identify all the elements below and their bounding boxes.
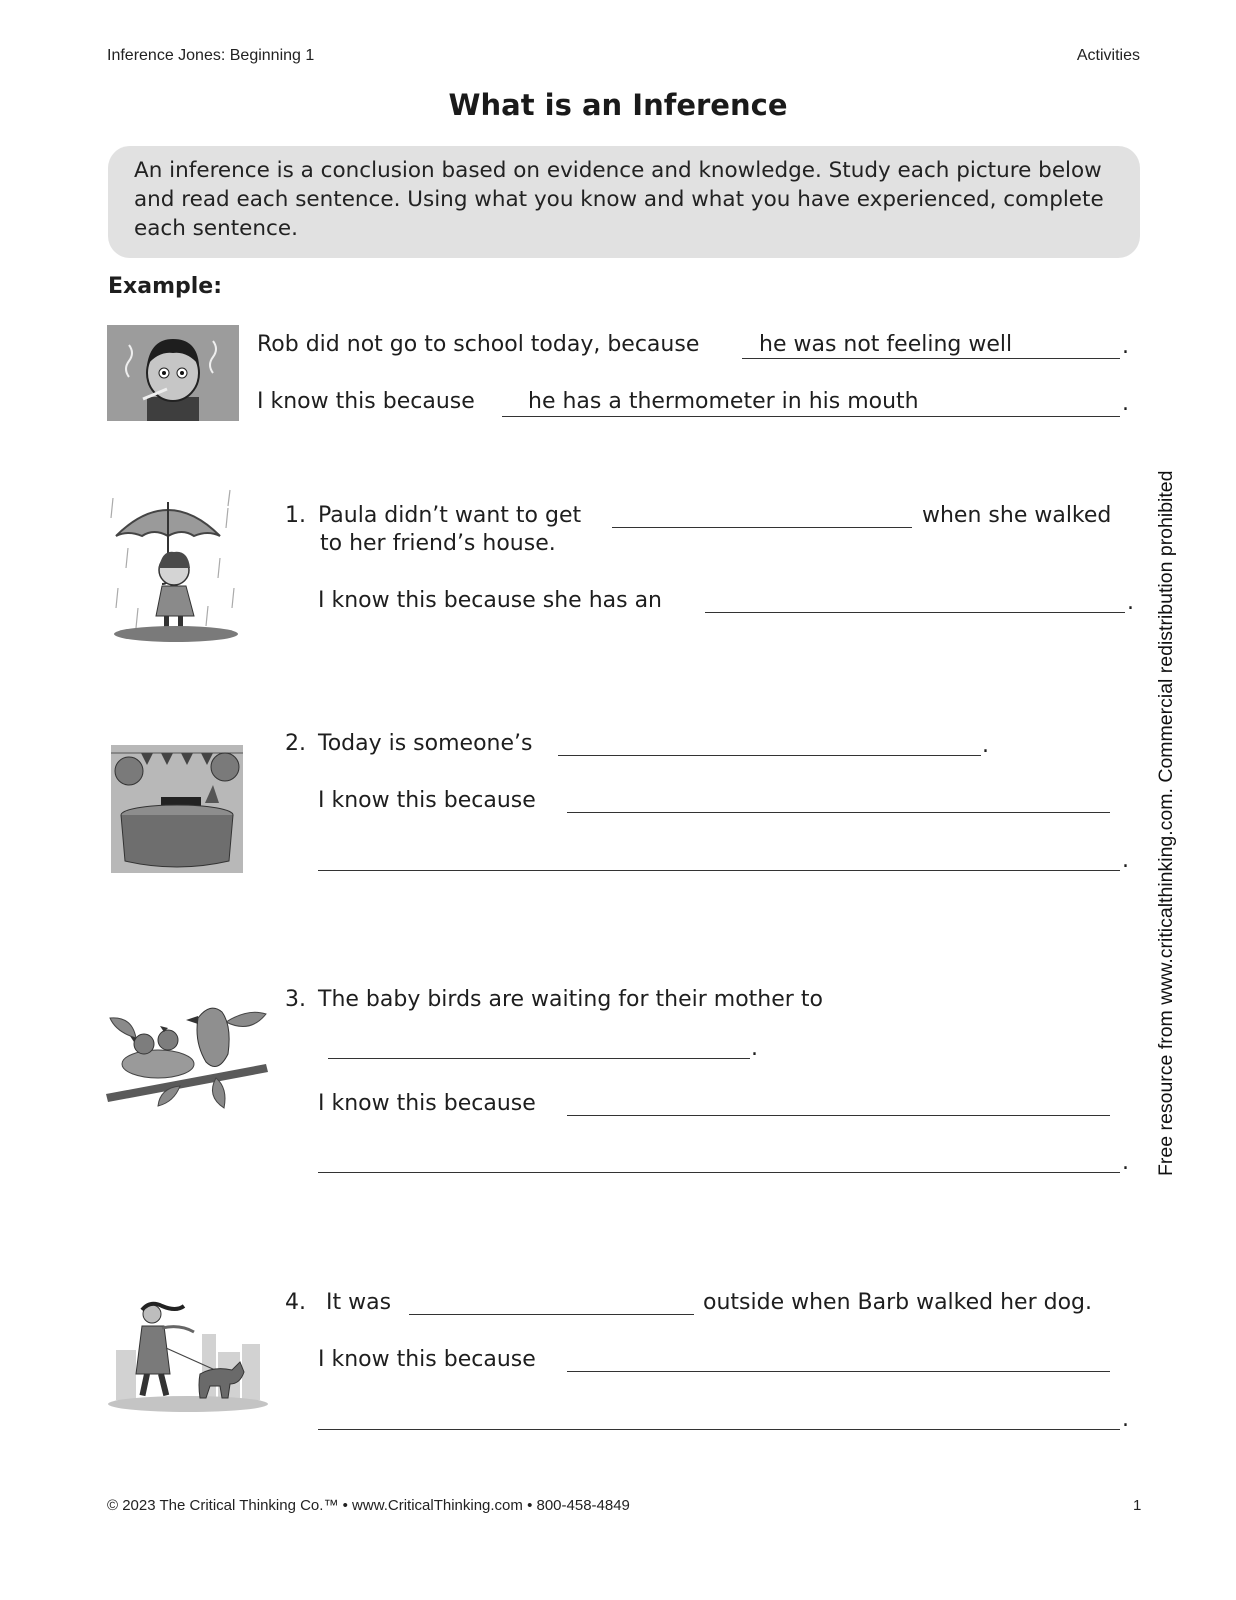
q2-blank-2[interactable]: [567, 812, 1110, 813]
q3-know-prompt: I know this because: [318, 1091, 536, 1116]
example-answer-blank-2: [502, 416, 1120, 417]
q1-text-part3: to her friend’s house.: [320, 531, 556, 556]
example-sentence-2: I know this because: [257, 389, 475, 414]
q3-text-part1: The baby birds are waiting for their mother to: [318, 987, 823, 1012]
example-answer-1: he was not feeling well: [759, 332, 1013, 357]
q4-text-part1: It was: [326, 1290, 392, 1315]
q2-period-1: .: [982, 733, 989, 758]
q4-know-prompt: I know this because: [318, 1347, 536, 1372]
q2-number: 2.: [285, 731, 306, 756]
q1-blank-1[interactable]: [612, 527, 912, 528]
q2-know-prompt: I know this because: [318, 788, 536, 813]
q4-number: 4.: [285, 1290, 306, 1315]
q3-blank-1[interactable]: [328, 1058, 750, 1059]
q1-blank-2[interactable]: [705, 612, 1125, 613]
example-period-1: .: [1122, 334, 1129, 359]
instructions-box: An inference is a conclusion based on evidence and knowledge. Study each picture below and read each sentence. Using what you know and what you have experienced, complete each sentence.: [108, 146, 1140, 258]
q1-know-prompt: I know this because she has an: [318, 588, 662, 613]
q2-blank-3[interactable]: [318, 870, 1120, 871]
header-section: Activities: [1076, 47, 1140, 64]
q4-period: .: [1122, 1407, 1129, 1432]
q4-blank-2[interactable]: [567, 1371, 1110, 1372]
q3-blank-2[interactable]: [567, 1115, 1110, 1116]
q3-period-1: .: [751, 1036, 758, 1061]
q2-blank-1[interactable]: [558, 755, 981, 756]
header-book-title: Inference Jones: Beginning 1: [107, 47, 315, 64]
q4-blank-3[interactable]: [318, 1429, 1120, 1430]
girl-umbrella-rain-illustration: [108, 488, 242, 646]
q4-text-part2: outside when Barb walked her dog.: [703, 1290, 1093, 1315]
sick-boy-illustration: [107, 325, 239, 421]
q1-number: 1.: [285, 503, 306, 528]
q3-blank-3[interactable]: [318, 1172, 1120, 1173]
footer-copyright: © 2023 The Critical Thinking Co.™ • www.CriticalThinking.com • 800-458-4849: [107, 1497, 630, 1514]
birthday-party-illustration: [111, 745, 243, 873]
q3-period-2: .: [1122, 1150, 1129, 1175]
page-title: What is an Inference: [448, 88, 788, 122]
woman-walking-dog-illustration: [106, 1300, 270, 1414]
q4-blank-1[interactable]: [409, 1314, 694, 1315]
example-answer-blank-1: [742, 358, 1120, 359]
example-sentence-1: Rob did not go to school today, because: [257, 332, 700, 357]
q2-period-2: .: [1122, 848, 1129, 873]
bird-nest-illustration: [106, 998, 270, 1120]
example-period-2: .: [1122, 391, 1129, 416]
example-answer-2: he has a thermometer in his mouth: [528, 389, 919, 414]
q3-number: 3.: [285, 987, 306, 1012]
redistribution-notice: Free resource from www.criticalthinking.com. Commercial redistribution prohibited: [1155, 470, 1177, 1176]
q1-text-part1: Paula didn’t want to get: [318, 503, 582, 528]
page-number: 1: [1133, 1497, 1142, 1514]
example-heading: Example:: [108, 274, 222, 299]
q1-period: .: [1127, 590, 1134, 615]
q1-text-part2: when she walked: [922, 503, 1112, 528]
q2-text-part1: Today is someone’s: [318, 731, 533, 756]
